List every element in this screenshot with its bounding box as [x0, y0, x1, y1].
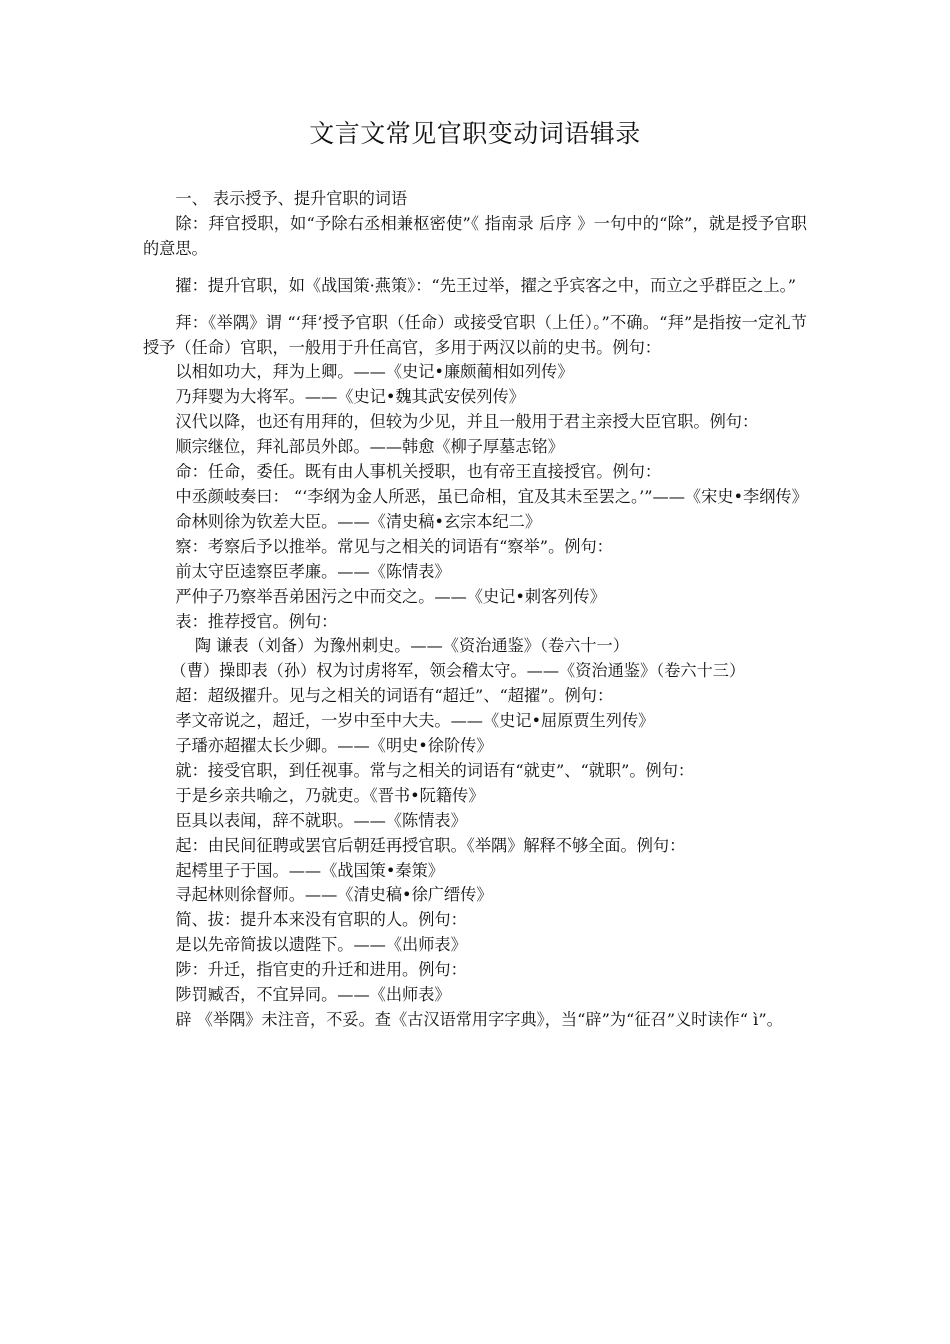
- example-line: 中丞颜岐奏曰： “‘李纲为金人所恶，虽已命相，宜及其未至罢之。’”——《宋史•李纲传》: [175, 486, 808, 506]
- paragraph-bai-later: 汉代以降，也还有用拜的，但较为少见，并且一般用于君主亲授大臣官职。例句：: [175, 412, 759, 432]
- example-line: 乃拜婴为大将军。——《史记•魏其武安侯列传》: [175, 387, 525, 407]
- paragraph-jiu: 就：接受官职，到任视事。常与之相关的词语有“就吏”、“就职”。例句：: [175, 760, 695, 780]
- section-heading: 一、 表示授予、提升官职的词语: [175, 189, 408, 208]
- paragraph-qi: 起：由民间征聘或罢官后朝廷再授官职。《举隅》解释不够全面。例句：: [175, 835, 686, 855]
- example-line: 陟罚臧否，不宜异同。——《出师表》: [175, 985, 451, 1005]
- example-line: 严仲子乃察举吾弟困污之中而交之。——《史记•刺客列传》: [175, 586, 606, 606]
- document-title: 文言文常见官职变动词语辑录: [309, 119, 641, 148]
- example-line: 寻起林则徐督师。——《清史稿•徐广缙传》: [175, 885, 493, 905]
- paragraph-jianba: 简、拔：提升本来没有官职的人。例句：: [175, 910, 467, 930]
- example-line: 陶 谦表（刘备）为豫州刺史。——《资治通鉴》（卷六十一）: [194, 636, 629, 656]
- example-line: 臣具以表闻，辞不就职。——《陈情表》: [175, 810, 467, 830]
- example-line: 以相如功大，拜为上卿。——《史记•廉颇蔺相如列传》: [175, 362, 574, 382]
- paragraph-chao: 超：超级擢升。见与之相关的词语有“超迁”、“超擢”。例句：: [175, 686, 614, 706]
- example-line: 起樗里子于国。——《战国策•秦策》: [175, 860, 444, 880]
- paragraph-ming: 命：任命，委任。既有由人事机关授职，也有帝王直接授官。例句：: [175, 462, 662, 482]
- example-line: 孝文帝说之，超迁，一岁中至中大夫。——《史记•屈原贾生列传》: [175, 711, 655, 731]
- example-line: 于是乡亲共喻之，乃就吏。《晋书•阮籍传》: [175, 785, 485, 805]
- example-line: 子璠亦超擢太长少卿。——《明史•徐阶传》: [175, 736, 493, 756]
- example-line: 命林则徐为钦差大臣。——《清史稿•玄宗本纪二》: [175, 511, 542, 531]
- paragraph-cha: 察：考察后予以推举。常见与之相关的词语有“察举”。例句：: [175, 536, 613, 556]
- paragraph-bi: 辟 《举隅》未注音，不妥。查《古汉语常用字字典》，当“辟”为“征召”义时读作“ ì”。: [175, 1010, 783, 1029]
- paragraph-chu: 除：拜官授职，如“予除右丞相兼枢密使”《 指南录 后序 》一句中的“除”，就是授予官职的意思。: [143, 213, 807, 258]
- paragraph-bai: 拜：《举隅》谓 “‘拜’授予官职（任命）或接受官职（上任）。”不确。“拜”是指按一定礼节授予（任命）官职，一般用于升任高官，多用于两汉以前的史书。例句：: [143, 312, 807, 357]
- paragraph-zhuo: 擢：提升官职，如《战国策·燕策》：“先王过举，擢之乎宾客之中，而立之乎群臣之上。”: [175, 275, 797, 295]
- example-line: 是以先帝简拔以遗陛下。——《出师表》: [175, 935, 467, 955]
- example-line: （曹）操即表（孙）权为讨虏将军，领会稽太守。——《资治通鉴》（卷六十三）: [170, 661, 746, 681]
- paragraph-biao: 表：推荐授官。例句：: [175, 611, 338, 631]
- paragraph-zhi: 陟：升迁，指官吏的升迁和进用。例句：: [175, 960, 467, 980]
- example-line: 前太守臣逵察臣孝廉。——《陈情表》: [175, 561, 451, 581]
- document-body: [143, 187, 807, 1033]
- example-line: 顺宗继位，拜礼部员外郎。——韩愈《柳子厚墓志铭》: [175, 437, 564, 457]
